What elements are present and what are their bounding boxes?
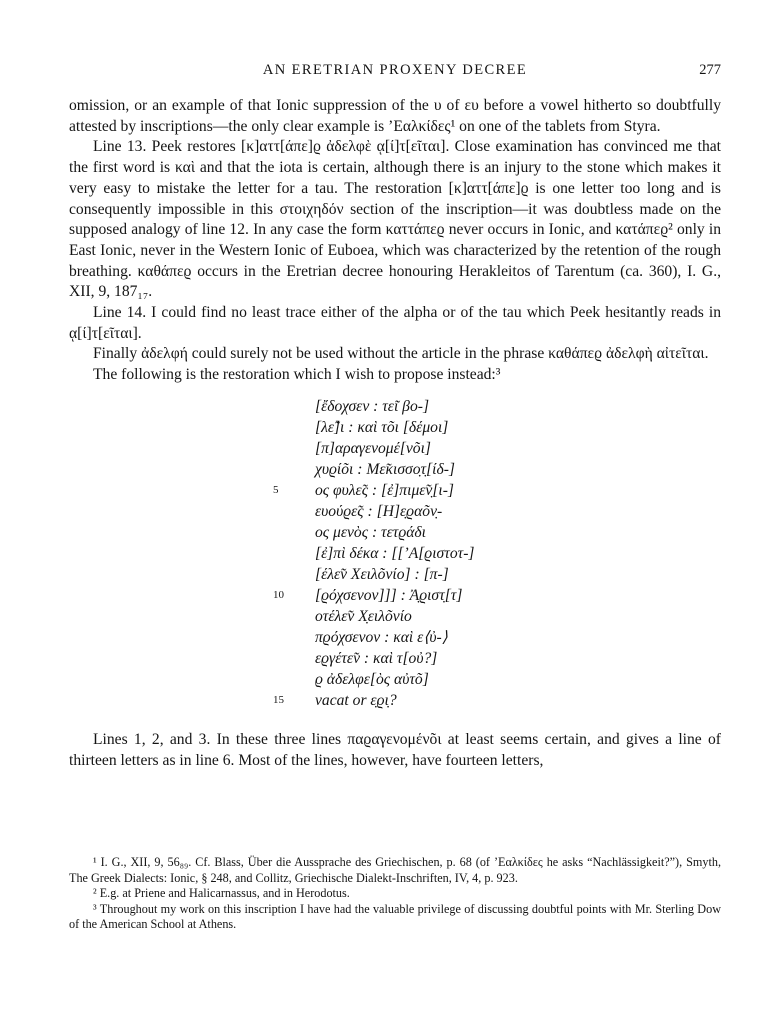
line-number: 15 bbox=[273, 693, 284, 706]
footnote: ¹ I. G., XII, 9, 56₈₉. Cf. Blass, Über die Aussprache des Griechischen, p. 68 (of ’Εαλκίδες he asks “Nachlässigkeit?”), Smyth, The Greek Dialects: Ionic, § 248, and Collitz, Griechische Dialekt-Inschriften, IV, 4, p. 923. bbox=[69, 855, 721, 885]
paragraph: Lines 1, 2, and 3. In these three lines παϱαγενομένõι at least seems certain, and gives a line of thirteen letters as in line 6. Most of the lines, however, have fourteen letters, bbox=[69, 730, 721, 769]
inscription-line: ος φυλε̃ς : [ἐ]πιμε̃ν̣[ι-] bbox=[315, 481, 455, 499]
footnotes bbox=[69, 855, 721, 933]
body-text bbox=[69, 96, 721, 386]
inscription-line: ϱ ἀδελφε[ὸς αὐτõ] bbox=[315, 670, 429, 688]
running-header bbox=[69, 62, 721, 84]
body-text-continued bbox=[69, 730, 721, 771]
inscription-line: ευούϱε̃ς : [Η]ε̣ϱαõν̣- bbox=[315, 502, 443, 520]
line-number: 5 bbox=[273, 483, 279, 496]
inscription-line: [λε̃]ι : καὶ τõι [δέμοι] bbox=[315, 418, 449, 436]
inscription-line: vacat or ε̣ϱι̣? bbox=[315, 691, 397, 709]
inscription-line: [ἐ]πὶ δέκα : [[’Α[ϱιστοτ-] bbox=[315, 544, 475, 562]
paragraph: Line 14. I could find no least trace either of the alpha or of the tau which Peek hesitantly reads in ᾳ[ί]τ[εῖται]. bbox=[69, 304, 721, 342]
inscription-line: εϱγέτε̃ν : καὶ τ[οὐ?] bbox=[315, 649, 438, 667]
inscription-line: ος μενὸς : τετϱάδι bbox=[315, 523, 427, 541]
inscription-line: χυϱίõι : Με̃κισσο̣τ̣[ίδ-] bbox=[315, 460, 456, 478]
inscription-restoration bbox=[69, 396, 721, 714]
paragraph: The following is the restoration which I wish to propose instead:³ bbox=[93, 366, 501, 384]
inscription-line: πϱόχσενον : καὶ ε⟨ὐ-⟩ bbox=[315, 628, 448, 646]
running-title: AN ERETRIAN PROXENY DECREE bbox=[262, 62, 528, 78]
paragraph: Finally ἀδελφή could surely not be used without the article in the phrase καθάπεϱ ἀδελφὴ αἰτεῖται. bbox=[93, 345, 709, 363]
page bbox=[69, 62, 721, 771]
paragraph: Line 13. Peek restores [κ]αττ[άπε]ϱ ἀδελφὲ ᾳ[ί]τ[εῖται]. Close examination has convinced me that the first word is καὶ and that the iota is certain, although there is an injury to the stone which makes it very easy to mistake the letter for a tau. The restoration [κ]αττ[άπε]ϱ is one letter too long and is consequently impossible in this στοιχηδόν section of the inscription—it was doubtless made on the supposed analogy of line 12. In any case the form καττάπεϱ never occurs in Ionic, and κατάπεϱ² only in East Ionic, never in the Western Ionic of Euboea, which was characterized by the retention of the rough breathing. καθάπεϱ occurs in the Eretrian decree honouring Herakleitos of Tarentum (ca. 360), I. G., XII, 9, 187₁₇. bbox=[69, 138, 721, 301]
inscription-line: [π]αραγενομέ[νõι] bbox=[315, 439, 431, 457]
inscription-line: [έλε̃ν Χειλõνίο] : [π-] bbox=[315, 565, 449, 583]
paragraph: omission, or an example of that Ionic suppression of the υ of ευ before a vowel hitherto so doubtfully attested by inscriptions—the only clear example is ’Εαλκίδες¹ on one of the tablets from Styra. bbox=[69, 97, 721, 135]
footnote: ³ Throughout my work on this inscription I have had the valuable privilege of discussing doubtful points with Mr. Sterling Dow of the American School at Athens. bbox=[69, 901, 721, 931]
inscription-line: [ϱόχσενον]]] : Ἀ̣ϱιστ̣[τ] bbox=[315, 586, 463, 604]
page-number: 277 bbox=[699, 62, 721, 78]
inscription-line: οτέλε̃ν Χ̣ειλõνίο bbox=[315, 607, 412, 625]
footnote: ² E.g. at Priene and Halicarnassus, and in Herodotus. bbox=[93, 886, 350, 900]
line-number: 10 bbox=[273, 588, 284, 601]
inscription-line: [ἔδοχσεν : τε̃ι βο-] bbox=[315, 397, 430, 415]
